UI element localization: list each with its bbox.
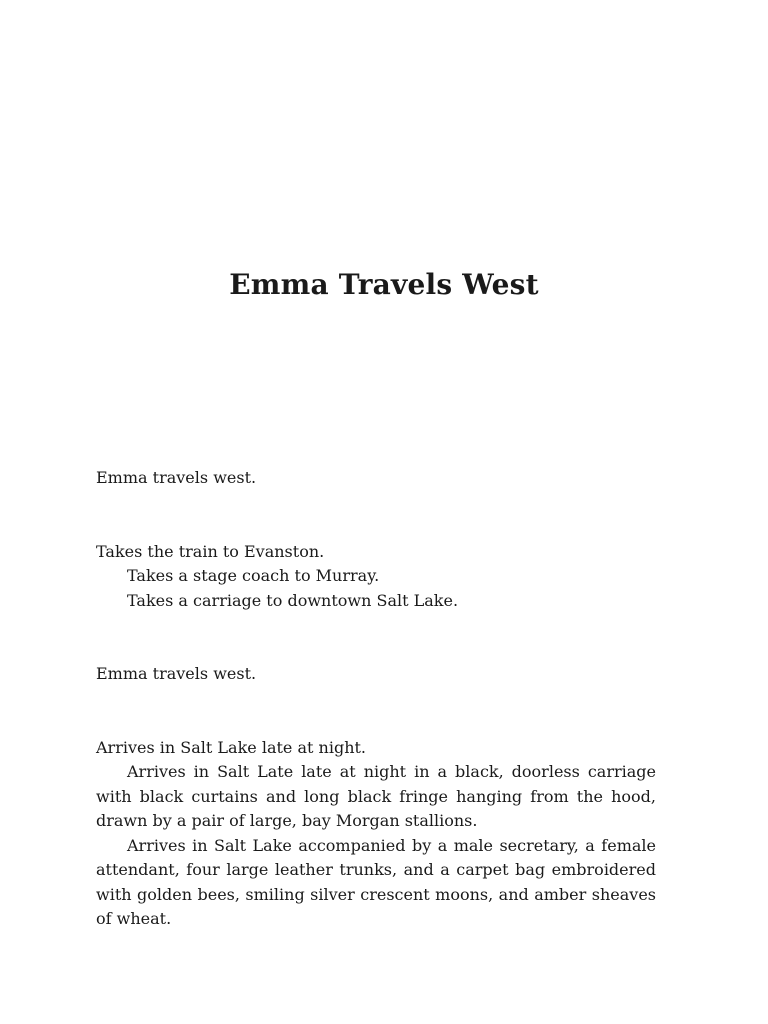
paragraph: Emma travels west.: [96, 664, 257, 683]
chapter-body: [96, 466, 656, 932]
paragraph: Arrives in Salt Late late at night in a black, doorless carriage with black curtains and long black fringe hanging from the hood, drawn by a pair of large, bay Morgan stallions.: [96, 762, 656, 830]
chapter-title: Emma Travels West: [229, 268, 539, 301]
paragraph: Arrives in Salt Lake accompanied by a male secretary, a female attendant, four large leather trunks, and a carpet bag embroidered with golden bees, smiling silver crescent moons, and amber sheaves of wheat.: [96, 835, 656, 928]
paragraph: Takes the train to Evanston.: [96, 541, 325, 561]
section-break: [96, 491, 656, 540]
paragraph: Takes a carriage to downtown Salt Lake.: [127, 590, 459, 610]
section-break: [96, 613, 656, 662]
paragraph: Emma travels west.: [96, 468, 257, 487]
section-break: [96, 687, 656, 736]
paragraph: Arrives in Salt Lake late at night.: [96, 737, 367, 757]
paragraph: Takes a stage coach to Murray.: [127, 566, 380, 585]
